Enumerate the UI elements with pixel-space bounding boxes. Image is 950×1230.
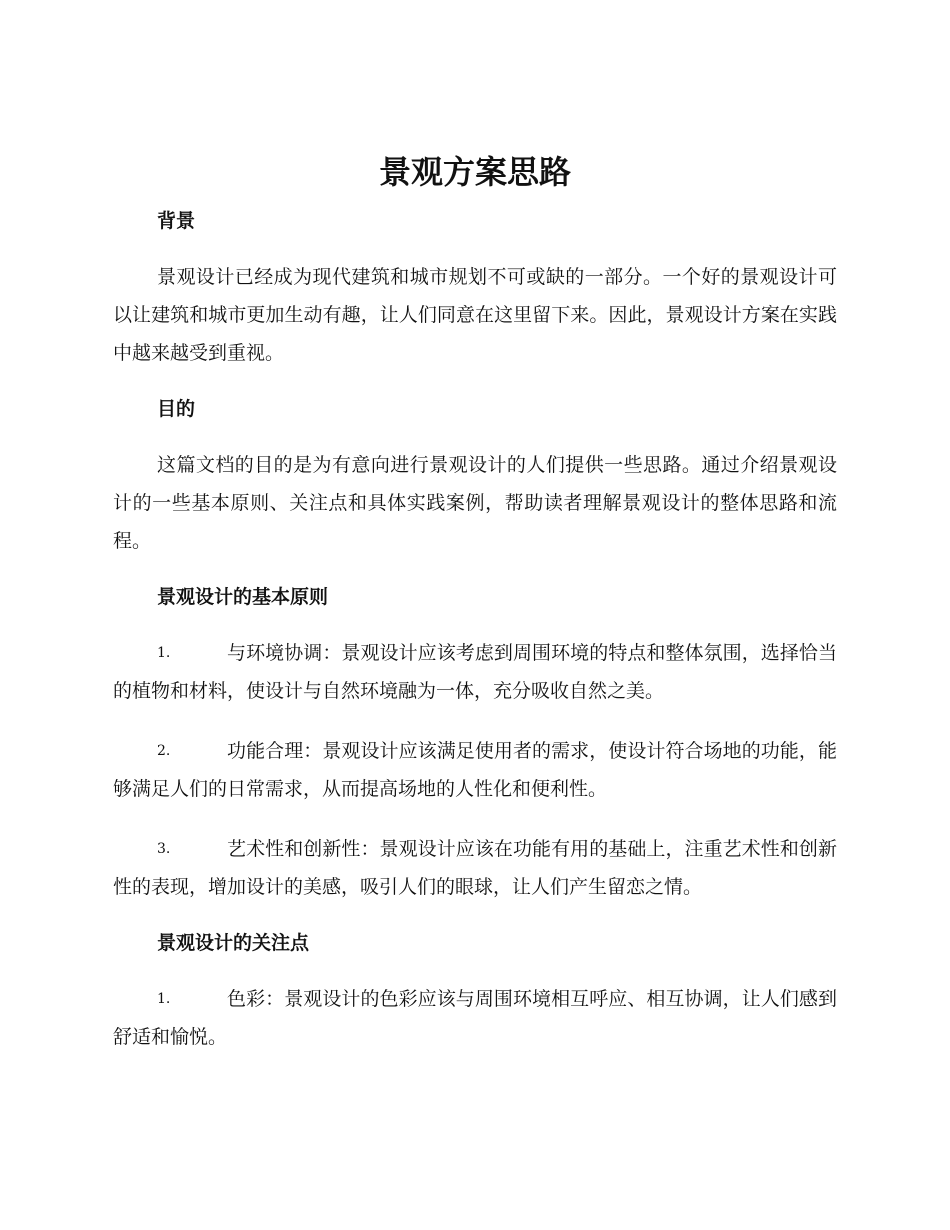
list-item-number: 1. (157, 645, 171, 661)
page-title: 景观方案思路 (378, 153, 571, 191)
paragraph-purpose: 这篇文档的目的是为有意向进行景观设计的人们提供一些思路。通过介绍景观设计的一些基本原则、关注点和具体实践案例，帮助读者理解景观设计的整体思路和流程。 (113, 454, 837, 552)
section-heading-focus: 景观设计的关注点 (157, 932, 310, 954)
paragraph-background: 景观设计已经成为现代建筑和城市规划不可或缺的一部分。一个好的景观设计可以让建筑和城市更加生动有趣，让人们同意在这里留下来。因此，景观设计方案在实践中越来越受到重视。 (113, 266, 837, 364)
list-item-text: 与环境协调：景观设计应该考虑到周围环境的特点和整体氛围，选择恰当的植物和材料，使设计与自然环境融为一体，充分吸收自然之美。 (113, 642, 837, 702)
list-item-text: 色彩：景观设计的色彩应该与周围环境相互呼应、相互协调，让人们感到舒适和愉悦。 (113, 988, 837, 1048)
section-heading-purpose: 目的 (157, 398, 196, 420)
list-item-text: 艺术性和创新性：景观设计应该在功能有用的基础上，注重艺术性和创新性的表现，增加设计的美感，吸引人们的眼球，让人们产生留恋之情。 (113, 838, 837, 898)
list-item-number: 1. (157, 991, 171, 1007)
section-heading-principles: 景观设计的基本原则 (157, 586, 329, 608)
list-item (113, 980, 837, 1056)
list-item-number: 2. (157, 743, 171, 759)
document-body (113, 148, 837, 1056)
list-item-number: 3. (157, 841, 171, 857)
list-item (113, 830, 837, 906)
list-item-text: 功能合理：景观设计应该满足使用者的需求，使设计符合场地的功能，能够满足人们的日常需求，从而提高场地的人性化和便利性。 (113, 740, 837, 800)
section-heading-background: 背景 (157, 210, 196, 232)
list-item (113, 634, 837, 710)
list-item (113, 732, 837, 808)
